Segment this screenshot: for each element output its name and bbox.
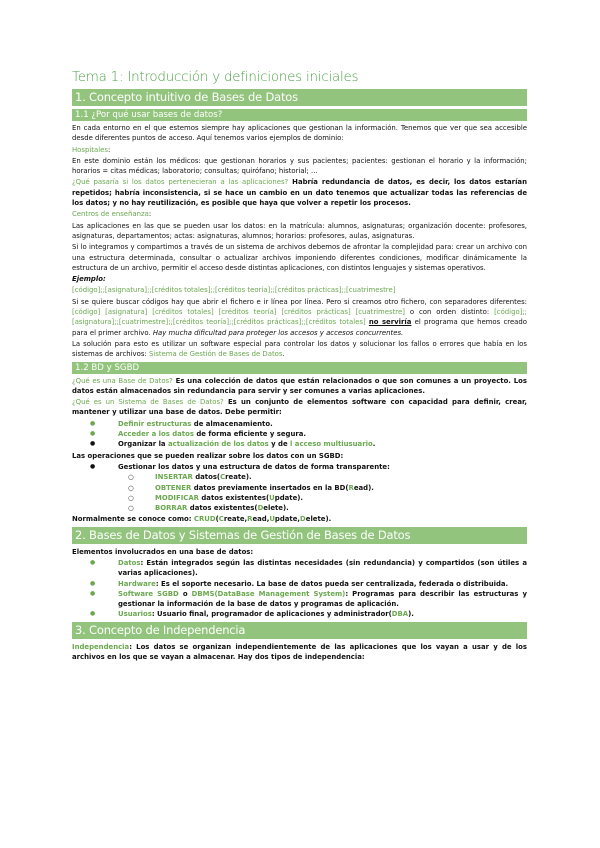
colon: :	[107, 145, 111, 154]
text-run: ead,	[252, 515, 270, 524]
text-run: : Usuario final, programador de aplicaciones y administrador(	[151, 610, 392, 619]
sgbd-term: Sistema de Gestión de Bases de Datos	[148, 350, 283, 359]
text-run: datos existentes(	[198, 493, 270, 502]
text-run: OBTENER	[155, 483, 192, 492]
text-run: ).	[408, 610, 414, 619]
text-run: elete).	[263, 504, 289, 513]
sgbd-definition	[72, 397, 527, 418]
elements-list	[72, 558, 527, 620]
text-run: .	[372, 440, 376, 449]
elements-intro: Elementos involucrados en una base de datos:	[72, 547, 254, 556]
list-item	[72, 439, 527, 449]
text-run: C	[220, 473, 226, 482]
text-run: Datos	[118, 558, 141, 567]
text-run: D	[300, 515, 306, 524]
list-item	[72, 493, 527, 503]
operations-paragraph: Las operaciones que se pueden realizar sobre los datos con un SGBD:	[72, 451, 344, 460]
hospitales-label-line	[72, 145, 527, 155]
list-item	[72, 579, 527, 589]
integration-paragraph: Si lo integramos y compartimos a través de un sistema de archivos debemos de afrontar la complejidad para: crear un archivo con una estructura determinada, consultar o actualizar archivos imponiendo diferentes condiciones, modificar dinámicamente la estructura de un archivo, permitir el acceso desde distintas aplicaciones, con distintos lenguajes y sistemas operativos.	[72, 243, 527, 272]
list-item	[72, 589, 527, 610]
text-run: DBMS(DataBase Management System)	[191, 589, 346, 598]
list-item	[72, 503, 527, 513]
text-run: pdate).	[274, 493, 304, 502]
text-run: Organizar la	[118, 440, 168, 449]
text-run: datos(	[192, 473, 221, 482]
text-run: BORRAR	[155, 504, 188, 513]
text-run: de almacenamiento.	[191, 419, 273, 428]
text-run: elete).	[305, 515, 332, 524]
text-run: reate,	[223, 515, 248, 524]
example-code-3: [código];;[asignatura];;[cuatrimestre];;[créditos teoría];;[créditos prácticas];;[créditos totales]	[72, 308, 527, 327]
crud-paragraph	[72, 514, 527, 524]
text-run: pdate,	[274, 515, 301, 524]
text-run: Hardware	[118, 579, 156, 588]
example-code-line: [código];;[asignatura];;[créditos totales];;[créditos teoría];;[créditos prácticas];;[cuatrimestre]	[72, 286, 396, 295]
text-run: reate).	[225, 473, 252, 482]
redundancy-paragraph	[72, 177, 527, 208]
no-servira: no serviría	[368, 318, 412, 327]
example-paragraph	[72, 297, 527, 338]
text-run: La solución para esto es utilizar un software especial para controlar los datos y solucionar los fallos o errores que había en los sistemas de archivos:	[72, 339, 527, 359]
text-run: o con orden distinto:	[404, 308, 495, 317]
section-heading-2: 2. Bases de Datos y Sistemas de Gestión de Bases de Datos	[72, 527, 527, 544]
text-run: (	[215, 515, 219, 524]
text-run: Software SGBD	[118, 589, 179, 598]
centros-label: Centros de enseñanza	[72, 210, 149, 219]
text-run: .	[282, 350, 285, 359]
text-run: Definir estructuras	[118, 419, 192, 428]
text-run: U	[269, 493, 275, 502]
text-run: datos existentes(	[187, 504, 258, 513]
difficulty-note: Hay mucha dificultad para proteger los accesos y accesos concurrentes.	[152, 328, 404, 337]
example-label: Ejemplo:	[72, 275, 106, 284]
document-title: Tema 1: Introducción y definiciones iniciales	[72, 70, 359, 85]
text-run: INSERTAR	[155, 473, 193, 482]
question-sgbd: ¿Qué es un Sistema de Bases de Datos?	[72, 398, 224, 407]
text-run: Normalmente se conoce como:	[72, 515, 194, 524]
colon: :	[148, 210, 152, 219]
centros-label-line	[72, 209, 527, 219]
text-run: R	[247, 515, 253, 524]
sgbd-capabilities-list	[72, 419, 527, 450]
list-item	[72, 419, 527, 429]
text-run: : Es el soporte necesario. La base de datos pueda ser centralizada, federada o distribuida.	[155, 579, 509, 588]
bd-definition	[72, 376, 527, 397]
answer-sgbd: Es un conjunto de elementos software con capacidad para definir, crear, mantener y utilizar una base de datos. Debe permitir:	[72, 398, 527, 417]
example-code-2: [código] [asignatura] [créditos totales] [créditos teoría] [créditos prácticas] [cuatrimestre]	[72, 308, 405, 317]
text-run: : Están integrados según las distintas necesidades (sin redundancia) y compartidos (son útiles a varias aplicaciones).	[118, 558, 527, 578]
text-run: datos previamente insertados en la BD(	[191, 483, 349, 492]
subsection-heading-1-2: 1.2 BD y SGBD	[72, 362, 527, 374]
text-run: R	[348, 483, 354, 492]
section-heading-3: 3. Concepto de Independencia	[72, 622, 527, 639]
answer-apps: Habría redundancia de datos, es decir, los datos estarían repetidos; habría inconsistencia, si se hace un cambio en un dato tenemos que actualizar todas las referencias de los datos; y no hay reutilización, es posible que haya que volver a repetir los procesos.	[72, 178, 527, 208]
operations-list	[72, 462, 527, 513]
document-content	[72, 70, 527, 663]
text-run: o	[178, 589, 192, 598]
answer-bd: Es una colección de datos que están relacionados o que son comunes a un proyecto. Los datos están almacenados sin redundancia para servir y ser comunes a varias aplicaciones.	[72, 376, 528, 395]
text-run: y de	[268, 440, 291, 449]
list-item	[72, 483, 527, 493]
hospitales-paragraph: En este dominio están los médicos: que gestionan horarios y sus pacientes; pacientes: gestionan el horario y la información; horarios = citas médicas; laboratorio; consultas; quirófano; historial; ...	[72, 156, 527, 176]
independence-term: Independencia	[72, 642, 130, 651]
text-run: MODIFICAR	[155, 493, 199, 502]
list-item	[72, 429, 527, 439]
hospitales-label: Hospitales	[72, 145, 108, 154]
text-run: Acceder a los datos	[118, 430, 194, 439]
independence-paragraph	[72, 642, 527, 663]
text-run: C	[218, 515, 224, 524]
question-bd: ¿Qué es una Base de Datos?	[72, 376, 173, 385]
intro-paragraph: En cada entorno en el que estemos siempre hay aplicaciones que gestionan la información. Tenemos que ver que sea accesible desde diferentes puntos de acceso. Aquí tenemos varios ejemplos de dominio:	[72, 124, 527, 143]
centros-paragraph: Las aplicaciones en las que se pueden usar los datos: en la matrícula: alumnos, asignaturas; organización docente: profesores, asignaturas, departamentos; actas: asignaturas, alumnos; horarios: profesores, aulas, asignaturas.	[72, 221, 527, 240]
text-run: : Los datos se organizan independientemente de las aplicaciones que los vayan a usar y de los archivos en los que se vayan a almacenar. Hay dos tipos de independencia:	[72, 642, 527, 662]
section-heading-1: 1. Concepto intuitivo de Bases de Datos	[72, 89, 527, 106]
list-item	[72, 558, 527, 579]
text-run: U	[269, 515, 275, 524]
list-item	[72, 472, 527, 482]
question-apps: ¿Qué pasaría si los datos pertenecieran a las aplicaciones?	[72, 178, 289, 187]
list-item	[72, 609, 527, 619]
text-run: : Programas para describir las estructuras y gestionar la información de la base de datos y programas de aplicación.	[118, 589, 527, 609]
text-run: D	[257, 504, 264, 513]
text-run: DBA	[391, 610, 409, 619]
text-run: ead).	[353, 483, 374, 492]
text-run: de forma eficiente y segura.	[193, 430, 307, 439]
text-run: actualización de los datos	[167, 440, 269, 449]
solution-paragraph	[72, 339, 527, 360]
text-run: l acceso multiusuario	[290, 440, 373, 449]
subsection-heading-1-1: 1.1 ¿Por qué usar bases de datos?	[72, 109, 527, 121]
text-run: Si se quiere buscar códigos hay que abrir el fichero e ir línea por línea. Pero si creamos otro fichero, con separadores diferentes:	[72, 297, 527, 306]
text-run: el programa que hemos creado para el primer archivo.	[72, 318, 527, 337]
text-run: CRUD	[193, 515, 216, 524]
text-run: Usuarios	[118, 610, 152, 619]
list-item: ● Gestionar los datos y una estructura de datos de forma transparente:	[72, 462, 527, 472]
